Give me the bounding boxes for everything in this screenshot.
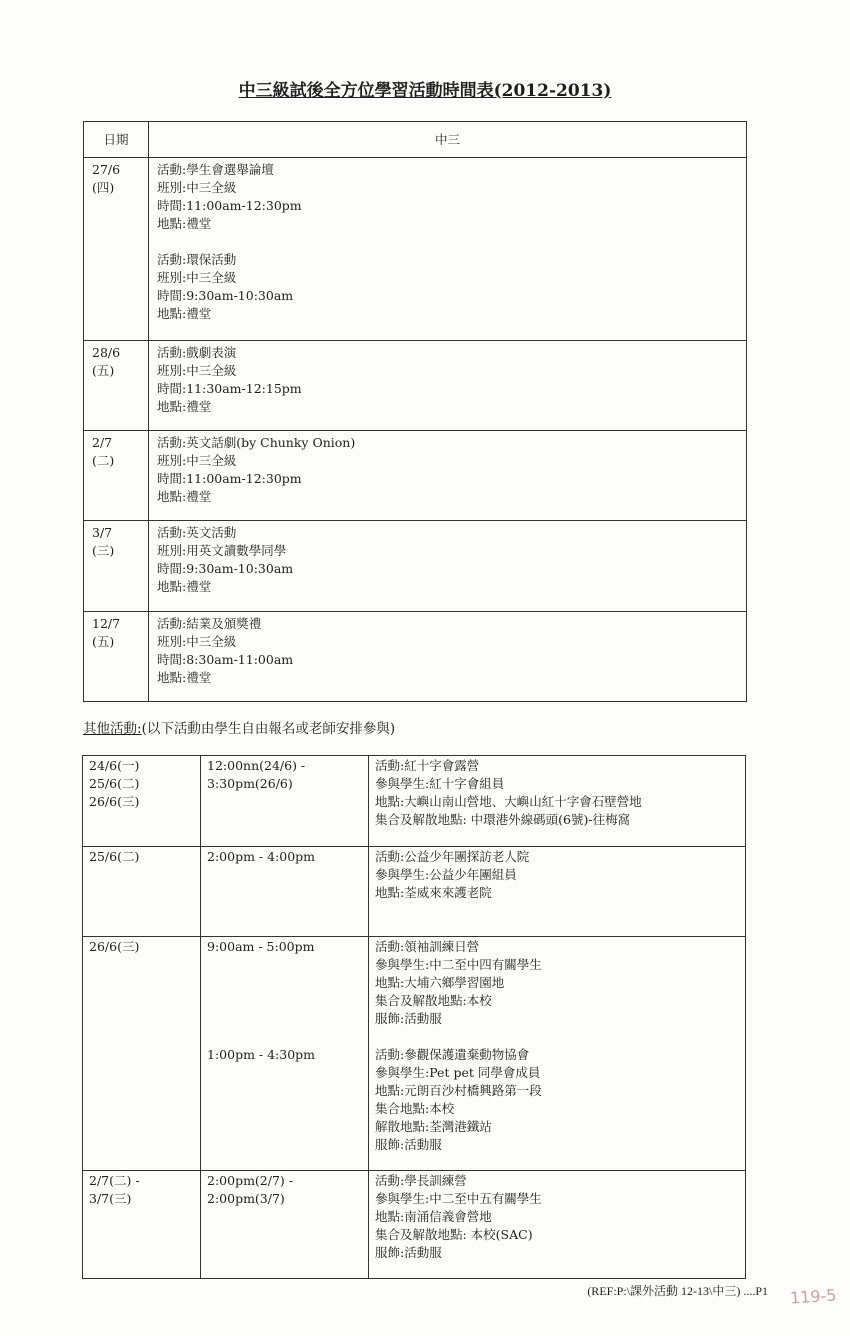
date: 2/7(二) - [89,1173,140,1188]
date: 25/6(二) [89,776,140,791]
date-cell [84,521,149,612]
time: 2:00pm(2/7) - [207,1173,293,1188]
table-header-row [84,122,747,158]
date: 12/7 [92,616,121,631]
participants-line: 參與學生:中二至中五有關學生 [375,1191,542,1206]
time-cell [201,847,369,937]
participants-line: 參與學生:紅十字會組員 [375,776,505,791]
date-cell [84,612,149,702]
date-cell [83,847,201,937]
activity-cell [149,612,747,702]
time: 3:30pm(26/6) [207,776,293,791]
activity-cell [149,521,747,612]
participants-line: 參與學生:公益少年團組員 [375,867,517,882]
date-cell [84,431,149,521]
class-line: 班別:用英文讀數學同學 [157,543,287,558]
dress-line: 服飾:活動服 [375,1245,442,1260]
weekday: (五) [92,634,115,649]
time-line: 時間:11:00am-12:30pm [157,198,302,213]
date: 2/7 [92,435,113,450]
time: 12:00nn(24/6) - [207,758,306,773]
activity-cell [149,158,747,341]
dress-line: 服飾:活動服 [375,1011,442,1026]
activity-line: 活動:英文活動 [157,525,237,540]
time-cell [201,1171,369,1279]
date: 3/7 [92,525,113,540]
table-row [83,847,746,937]
time-line: 時間:9:30am-10:30am [157,561,294,576]
activity-line: 活動:環保活動 [157,252,237,267]
other-heading-note: (以下活動由學生自由報名或老師安排參與) [141,721,396,737]
venue-line: 地點:禮堂 [157,306,212,321]
other-activities-heading [83,717,395,737]
activity-line: 活動:學長訓練營 [375,1173,467,1188]
other-heading-label: 其他活動: [83,721,142,737]
table-row [84,521,747,612]
date-cell [84,158,149,341]
activity-line: 活動:戲劇表演 [157,345,237,360]
time-line: 時間:11:30am-12:15pm [157,381,302,396]
venue-line: 地點:元朗百沙村橋興路第一段 [375,1083,542,1098]
time: 2:00pm - 4:00pm [207,849,316,864]
activity-line: 活動:領袖訓練日營 [375,939,480,954]
date-cell [83,1171,201,1279]
weekday: (五) [92,363,115,378]
activity-cell [369,937,746,1171]
activity-line: 活動:學生會選舉論壇 [157,162,274,177]
class-line: 班別:中三全級 [157,634,237,649]
date: 26/6(三) [89,939,140,954]
date: 27/6 [92,162,121,177]
class-line: 班別:中三全級 [157,453,237,468]
class-line: 班別:中三全級 [157,270,237,285]
table-row [84,341,747,431]
venue-line: 地點:禮堂 [157,399,212,414]
venue-line: 地點:禮堂 [157,489,212,504]
table-row [83,937,746,1171]
class-line: 班別:中三全級 [157,180,237,195]
venue-line: 地點:禮堂 [157,670,212,685]
venue-line: 地點:荃威來來護老院 [375,885,492,900]
time: 1:00pm - 4:30pm [207,1047,316,1062]
assembly-line: 集合及解散地點: 中環港外線碼頭(6號)-往梅窩 [375,812,631,827]
activity-line: 活動:結業及頒獎禮 [157,616,262,631]
document-title: 中三級試後全方位學習活動時間表(2012-2013) [238,81,612,101]
weekday: (四) [92,180,115,195]
class-line: 班別:中三全級 [157,363,237,378]
date-cell [84,341,149,431]
venue-line: 地點:南涌信義會營地 [375,1209,492,1224]
date: 25/6(二) [89,849,140,864]
time: 9:00am - 5:00pm [207,939,315,954]
form3-schedule-table [83,121,747,702]
header-date: 日期 [84,122,149,158]
table-row [83,756,746,847]
activity-cell [149,341,747,431]
time-line: 時間:8:30am-11:00am [157,652,294,667]
date: 24/6(一) [89,758,140,773]
participants-line: 參與學生:Pet pet 同學會成員 [375,1065,541,1080]
time-line: 時間:11:00am-12:30pm [157,471,302,486]
weekday: (三) [92,543,115,558]
assembly-line: 集合及解散地點:本校 [375,993,492,1008]
table-row [84,431,747,521]
assembly-line: 集合及解散地點: 本校(SAC) [375,1227,533,1242]
dress-line: 服飾:活動服 [375,1137,442,1152]
participants-line: 參與學生:中二至中四有關學生 [375,957,542,972]
activity-cell [369,1171,746,1279]
venue-line: 地點:大埔六鄉學習園地 [375,975,505,990]
venue-line: 地點:禮堂 [157,216,212,231]
activity-line: 活動:參觀保護遺棄動物協會 [375,1047,530,1062]
time-cell [201,756,369,847]
activity-cell [149,431,747,521]
time: 2:00pm(3/7) [207,1191,285,1206]
date: 3/7(三) [89,1191,132,1206]
header-form: 中三 [149,122,747,158]
activity-cell [369,756,746,847]
activity-cell [369,847,746,937]
venue-line: 地點:禮堂 [157,579,212,594]
other-activities-table [82,755,746,1279]
date: 28/6 [92,345,121,360]
time-cell [201,937,369,1171]
venue-line: 地點:大嶼山南山營地、大嶼山紅十字會石壁營地 [375,794,642,809]
table-row [84,158,747,341]
date: 26/6(三) [89,794,140,809]
time-line: 時間:9:30am-10:30am [157,288,294,303]
table-row [84,612,747,702]
handwritten-note: 119-5 [789,1285,838,1308]
date-cell [83,937,201,1171]
footer-reference: (REF:P:\課外活動 12-13\中三) ....P1 [587,1284,768,1298]
dismissal-line: 解散地點:荃灣港鐵站 [375,1119,492,1134]
activity-line: 活動:公益少年團探訪老人院 [375,849,530,864]
weekday: (二) [92,453,115,468]
activity-line: 活動:英文話劇(by Chunky Onion) [157,435,356,450]
activity-line: 活動:紅十字會露營 [375,758,480,773]
date-cell [83,756,201,847]
table-row [83,1171,746,1279]
assembly-line: 集合地點:本校 [375,1101,455,1116]
